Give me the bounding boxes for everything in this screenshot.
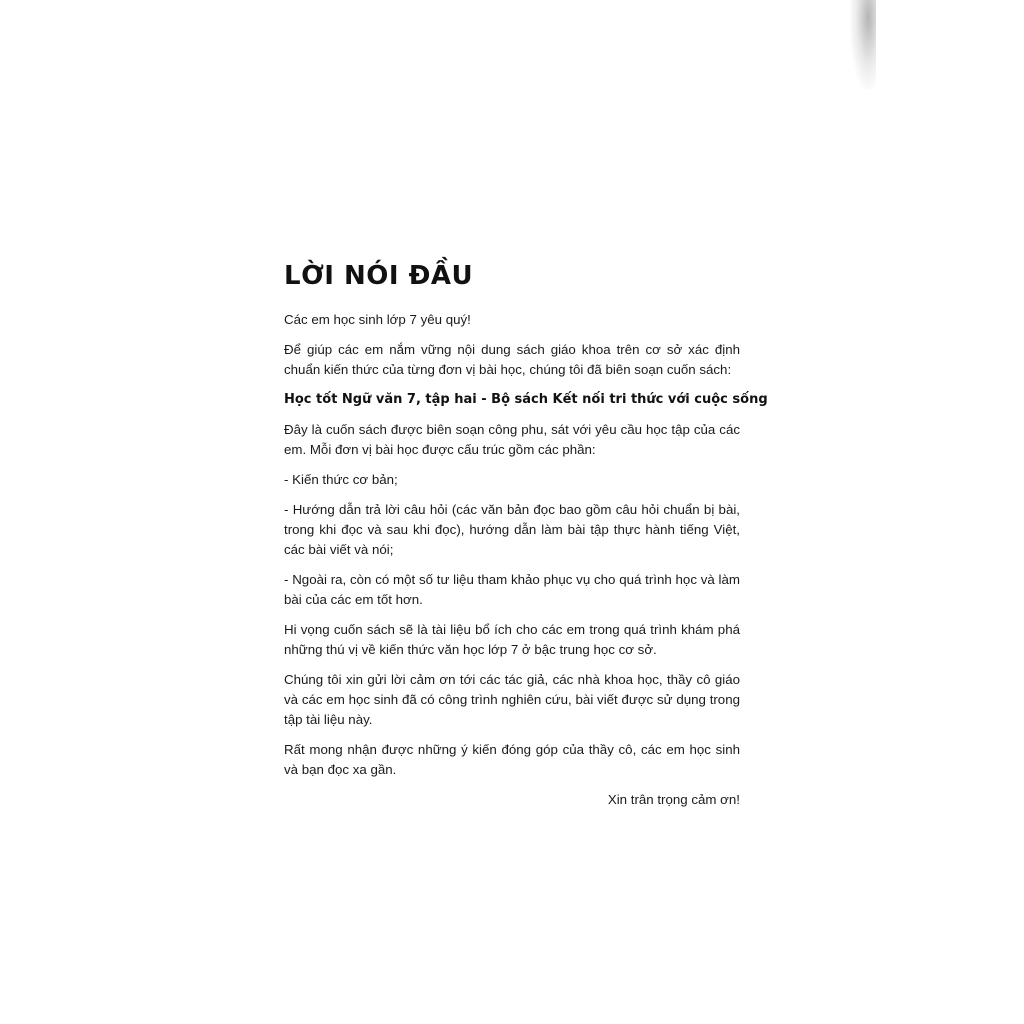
part-item-references: - Ngoài ra, còn có một số tư liệu tham khảo phục vụ cho quá trình học và làm bài của các em tốt hơn. (284, 572, 740, 607)
book-title: Học tốt Ngữ văn 7, tập hai - Bộ sách Kết nối tri thức với cuộc sống (284, 392, 768, 407)
page-title: LỜI NÓI ĐẦU (284, 261, 474, 291)
part-item-basic-knowledge: - Kiến thức cơ bản; (284, 472, 398, 487)
request-paragraph: Rất mong nhận được những ý kiến đóng góp của thầy cô, các em học sinh và bạn đọc xa gần. (284, 742, 740, 777)
part-item-question-guide: - Hướng dẫn trả lời câu hỏi (các văn bản đọc bao gồm câu hỏi chuẩn bị bài, trong khi đọc và sau khi đọc), hướng dẫn làm bài tập thực hành tiếng Việt, các bài viết và nói; (284, 502, 740, 557)
closing-line: Xin trân trọng cảm ơn! (607, 792, 740, 807)
foreword-content (284, 258, 768, 810)
intro-paragraph: Để giúp các em nắm vững nội dung sách giáo khoa trên cơ sở xác định chuẩn kiến thức của từng đơn vị bài học, chúng tôi đã biên soạn cuốn sách: (284, 342, 740, 377)
thanks-paragraph: Chúng tôi xin gửi lời cảm ơn tới các tác giả, các nhà khoa học, thầy cô giáo và các em học sinh đã có công trình nghiên cứu, bài viết được sử dụng trong tập tài liệu này. (284, 672, 740, 727)
scan-smudge-mark (850, 0, 876, 90)
description-paragraph: Đây là cuốn sách được biên soạn công phu, sát với yêu cầu học tập của các em. Mỗi đơn vị bài học được cấu trúc gồm các phần: (284, 422, 740, 457)
greeting-paragraph: Các em học sinh lớp 7 yêu quý! (284, 312, 471, 327)
hope-paragraph: Hi vọng cuốn sách sẽ là tài liệu bổ ích cho các em trong quá trình khám phá những thú vị về kiến thức văn học lớp 7 ở bậc trung học cơ sở. (284, 622, 740, 657)
